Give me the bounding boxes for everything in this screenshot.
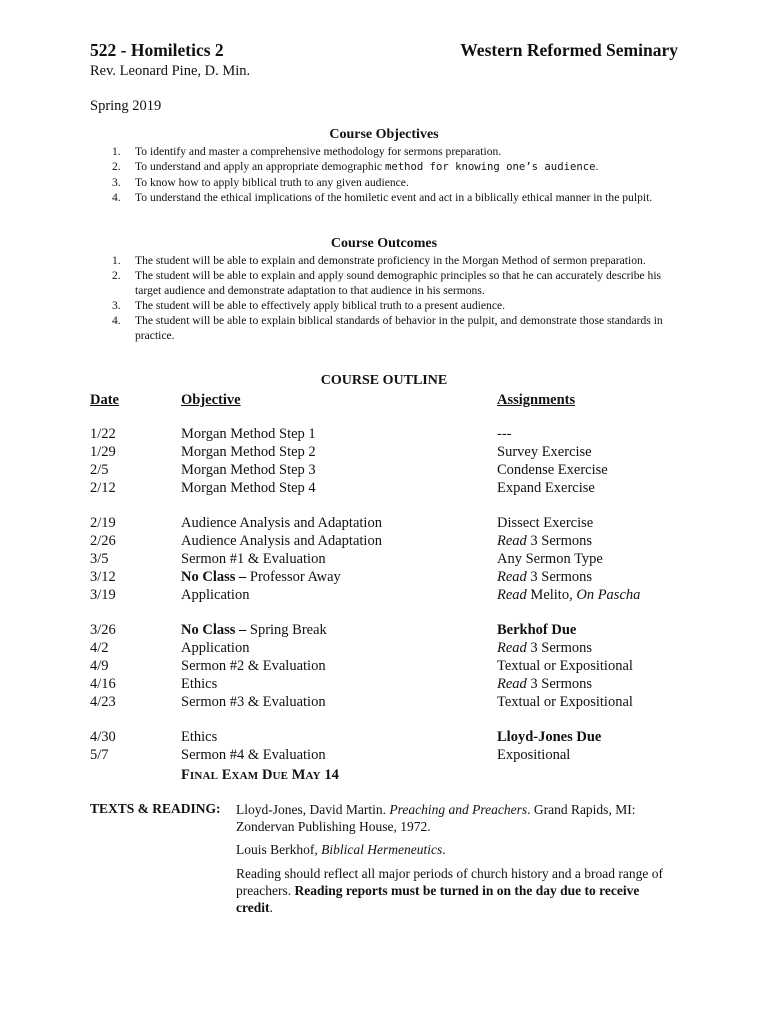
table-row: 4/16 Ethics Read 3 Sermons (90, 676, 593, 692)
table-row: 3/26 No Class – Spring Break Berkhof Due (90, 622, 577, 638)
reading-note: Reading should reflect all major periods of church history and a broad range of preachers. Reading reports must be turned in on the day due to receive credit. (236, 866, 663, 915)
table-row: 2/5 Morgan Method Step 3 Condense Exercise (90, 462, 608, 478)
table-row: 4/9 Sermon #2 & Evaluation Textual or Expositional (90, 658, 633, 674)
table-row: 1/22 Morgan Method Step 1 --- (90, 426, 512, 442)
text-book-1: Lloyd-Jones, David Martin. Preaching and Preachers. Grand Rapids, MI: Zondervan Publishing House, 1972. (236, 802, 636, 834)
date-column-header: Date (90, 392, 119, 408)
school-name: Western Reformed Seminary (460, 40, 678, 60)
course-title: 522 - Homiletics 2 (90, 40, 224, 60)
table-row: 2/19 Audience Analysis and Adaptation Dissect Exercise (90, 515, 594, 531)
table-row: 2/26 Audience Analysis and Adaptation Read 3 Sermons (90, 533, 593, 549)
table-row: 4/30 Ethics Lloyd-Jones Due (90, 729, 602, 745)
objective-column-header: Objective (181, 392, 241, 408)
table-row: 3/5 Sermon #1 & Evaluation Any Sermon Type (90, 551, 603, 567)
list-item: 4. The student will be able to explain biblical standards of behavior in the pulpit, and demonstrate those standards in practice. (112, 314, 663, 342)
table-row: 4/23 Sermon #3 & Evaluation Textual or Expositional (90, 694, 633, 710)
outcomes-list (90, 253, 670, 343)
instructor-name: Rev. Leonard Pine, D. Min. (90, 63, 251, 79)
table-row: 3/12 No Class – Professor Away Read 3 Sermons (90, 569, 593, 585)
objectives-list (90, 144, 670, 205)
table-row: 4/2 Application Read 3 Sermons (90, 640, 593, 656)
table-row: 2/12 Morgan Method Step 4 Expand Exercise (90, 480, 595, 496)
list-item: 2. To understand and apply an appropriate demographic method for knowing one’s audience. (112, 160, 599, 173)
texts-reading-label: TEXTS & READING: (90, 801, 221, 816)
list-item: 2. The student will be able to explain and apply sound demographic principles so that he can accurately describe his target audience and demonstrate adaptation to that audience in his sermons. (112, 269, 662, 297)
table-row: 5/7 Sermon #4 & Evaluation Expositional (90, 747, 571, 763)
list-item: 3. To know how to apply biblical truth to any given audience. (112, 176, 409, 189)
assignments-column-header: Assignments (497, 392, 576, 408)
list-item: 3. The student will be able to effectively apply biblical truth to a present audience. (112, 299, 506, 312)
course-outline-heading: COURSE OUTLINE (320, 373, 448, 388)
table-row: 3/19 Application Read Melito, On Pascha (90, 587, 641, 603)
list-item: 4. To understand the ethical implications of the homiletic event and act in a biblically ethical manner in the pulpit. (112, 191, 653, 204)
list-item: 1. To identify and master a comprehensive methodology for sermons preparation. (112, 145, 502, 158)
final-exam-due: FINAL EXAM DUE MAY 14 (181, 767, 339, 783)
table-row: 1/29 Morgan Method Step 2 Survey Exercise (90, 444, 592, 460)
objectives-heading: Course Objectives (329, 127, 439, 142)
list-item: 1. The student will be able to explain and demonstrate proficiency in the Morgan Method of sermon preparation. (112, 254, 646, 267)
term: Spring 2019 (90, 98, 162, 114)
outcomes-heading: Course Outcomes (330, 236, 438, 251)
text-book-2: Louis Berkhof, Biblical Hermeneutics. (236, 842, 446, 857)
